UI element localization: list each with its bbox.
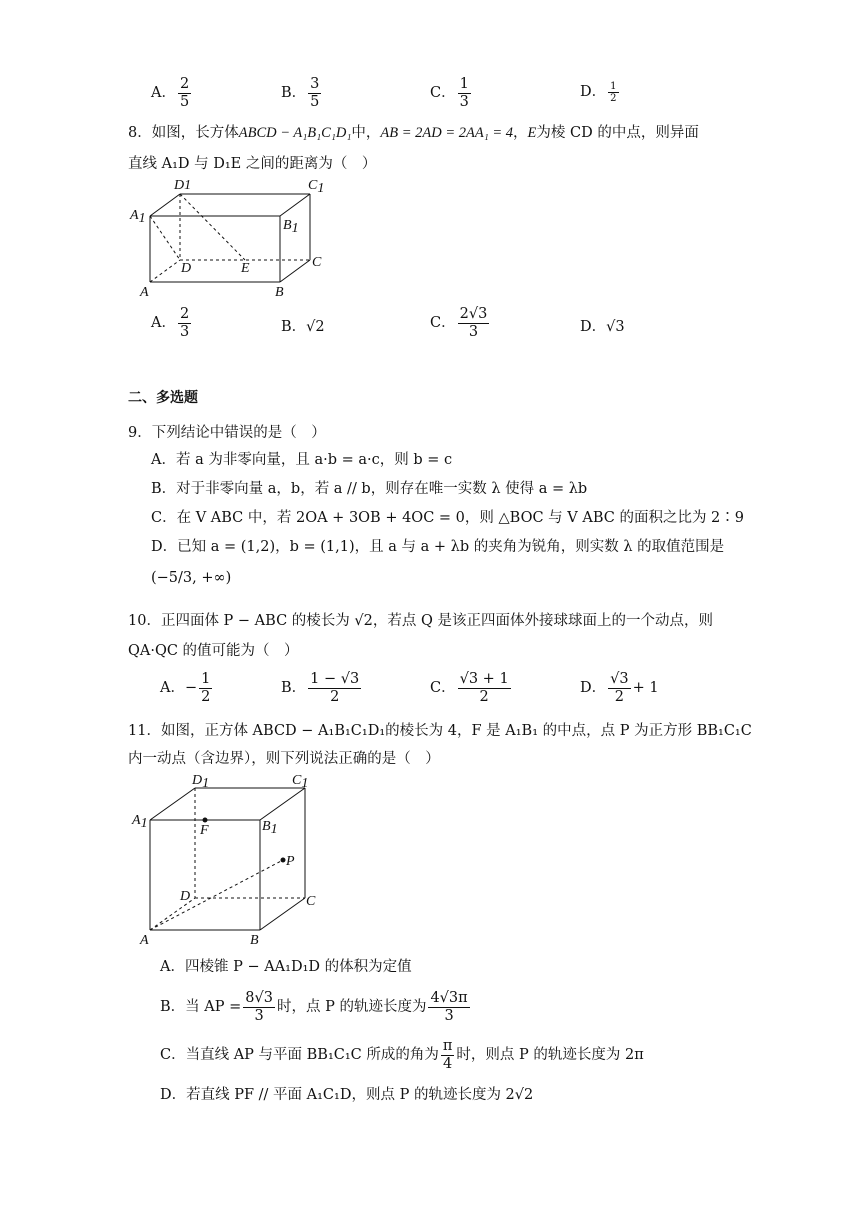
q11-line1: 11．如图，正方体 ABCD − A₁B₁C₁D₁的棱长为 4，F 是 A₁B₁ 的中点，点 P 为正方形 BB₁C₁C: [128, 723, 752, 739]
q10-line2: QA·QC 的值可能为（ ）: [128, 643, 299, 659]
label-a: A: [140, 285, 149, 300]
label-d1: D1: [174, 178, 192, 193]
label-d: D: [180, 889, 191, 904]
q10-option-c: C． $\frac{√3 + 1}{2}$: [430, 671, 509, 705]
q8-line2: 直线 A₁D 与 D₁E 之间的距离为（ ）: [128, 156, 377, 172]
q11-option-b: B．当 AP = $\frac{8√3}{3}$ 时，点 P 的轨迹长度为 $\frac{4√3\pi}{3}$: [160, 990, 468, 1024]
label-p: P: [286, 854, 295, 869]
label-a1: A1: [130, 208, 146, 226]
q11-option-d: D．若直线 PF // 平面 A₁C₁D，则点 P 的轨迹长度为 2√2: [160, 1087, 534, 1103]
label-c1: C1: [292, 773, 309, 791]
q7-option-d: D． $\frac{1}{2}$: [580, 80, 617, 104]
label-c: C: [312, 255, 322, 270]
q10-option-a: A．− $\frac{1}{2}$: [160, 671, 211, 705]
q7-option-b: B． $\frac{3}{5}$: [281, 76, 320, 110]
q9-option-a: A．若 a 为非零向量，且 a·b = a·c，则 b = c: [151, 452, 453, 468]
label-d: D: [181, 261, 192, 276]
q9-option-b: B．对于非零向量 a，b，若 a // b，则存在唯一实数 λ 使得 a = λb: [151, 481, 588, 497]
q9-option-d: D．已知 a = (1,2)，b = (1,1)，且 a 与 a + λb 的夹角为锐角，则实数 λ 的取值范围是: [151, 539, 725, 555]
label-b1: B1: [283, 218, 299, 236]
label-a1: A1: [132, 813, 148, 831]
q10-option-b: B． $\frac{1 - √3}{2}$: [281, 671, 360, 705]
q11-cube-figure: [128, 768, 328, 948]
q8-cuboid-figure: [128, 174, 358, 302]
label-a: A: [140, 933, 149, 948]
label-b: B: [250, 933, 259, 948]
q8-option-d: D．√3: [580, 319, 625, 335]
q9-stem: 9．下列结论中错误的是（ ）: [128, 425, 326, 441]
q10-line1: 10．正四面体 P − ABC 的棱长为 √2，若点 Q 是该正四面体外接球球面上的一个动点，则: [128, 613, 713, 629]
point-f: [203, 818, 208, 823]
section-title-multiple-choice: 二、多选题: [128, 390, 198, 406]
label-e: E: [241, 261, 250, 276]
q9-option-d-range: (−5/3, +∞): [151, 570, 232, 586]
point-p: [281, 858, 286, 863]
q8-option-b: B．√2: [281, 319, 325, 335]
q8-option-a: A． $\frac{2}{3}$: [151, 306, 190, 340]
q11-option-a: A．四棱锥 P − AA₁D₁D 的体积为定值: [160, 959, 412, 975]
q7-option-a: A． $\frac{2}{5}$: [151, 76, 190, 110]
q10-option-d: D． $\frac{√3}{2}$ + 1: [580, 671, 659, 705]
label-f: F: [200, 823, 209, 838]
q11-option-c: C．当直线 AP 与平面 BB₁C₁C 所成的角为 $\frac{\pi}{4}$ 时，则点 P 的轨迹长度为 2π: [160, 1038, 644, 1072]
q7-option-c: C． $\frac{1}{3}$: [430, 76, 469, 110]
label-c: C: [306, 894, 316, 909]
label-d1: D1: [192, 773, 210, 791]
q8-option-c: C． $\frac{2√3}{3}$: [430, 306, 488, 340]
q11-line2: 内一动点（含边界），则下列说法正确的是（ ）: [128, 751, 440, 767]
label-b1: B1: [262, 819, 278, 837]
q9-option-c: C．在 V ABC 中，若 2OA + 3OB + 4OC = 0，则 △BOC 与 V ABC 的面积之比为 2∶9: [151, 510, 745, 526]
label-c1: C1: [308, 178, 325, 196]
q8-line1: 8．如图，长方体ABCD − A₁B₁C₁D₁中，AB = 2AD = 2AA₁ = 4，E为棱 CD 的中点，则异面: [128, 125, 699, 141]
label-b: B: [275, 285, 284, 300]
